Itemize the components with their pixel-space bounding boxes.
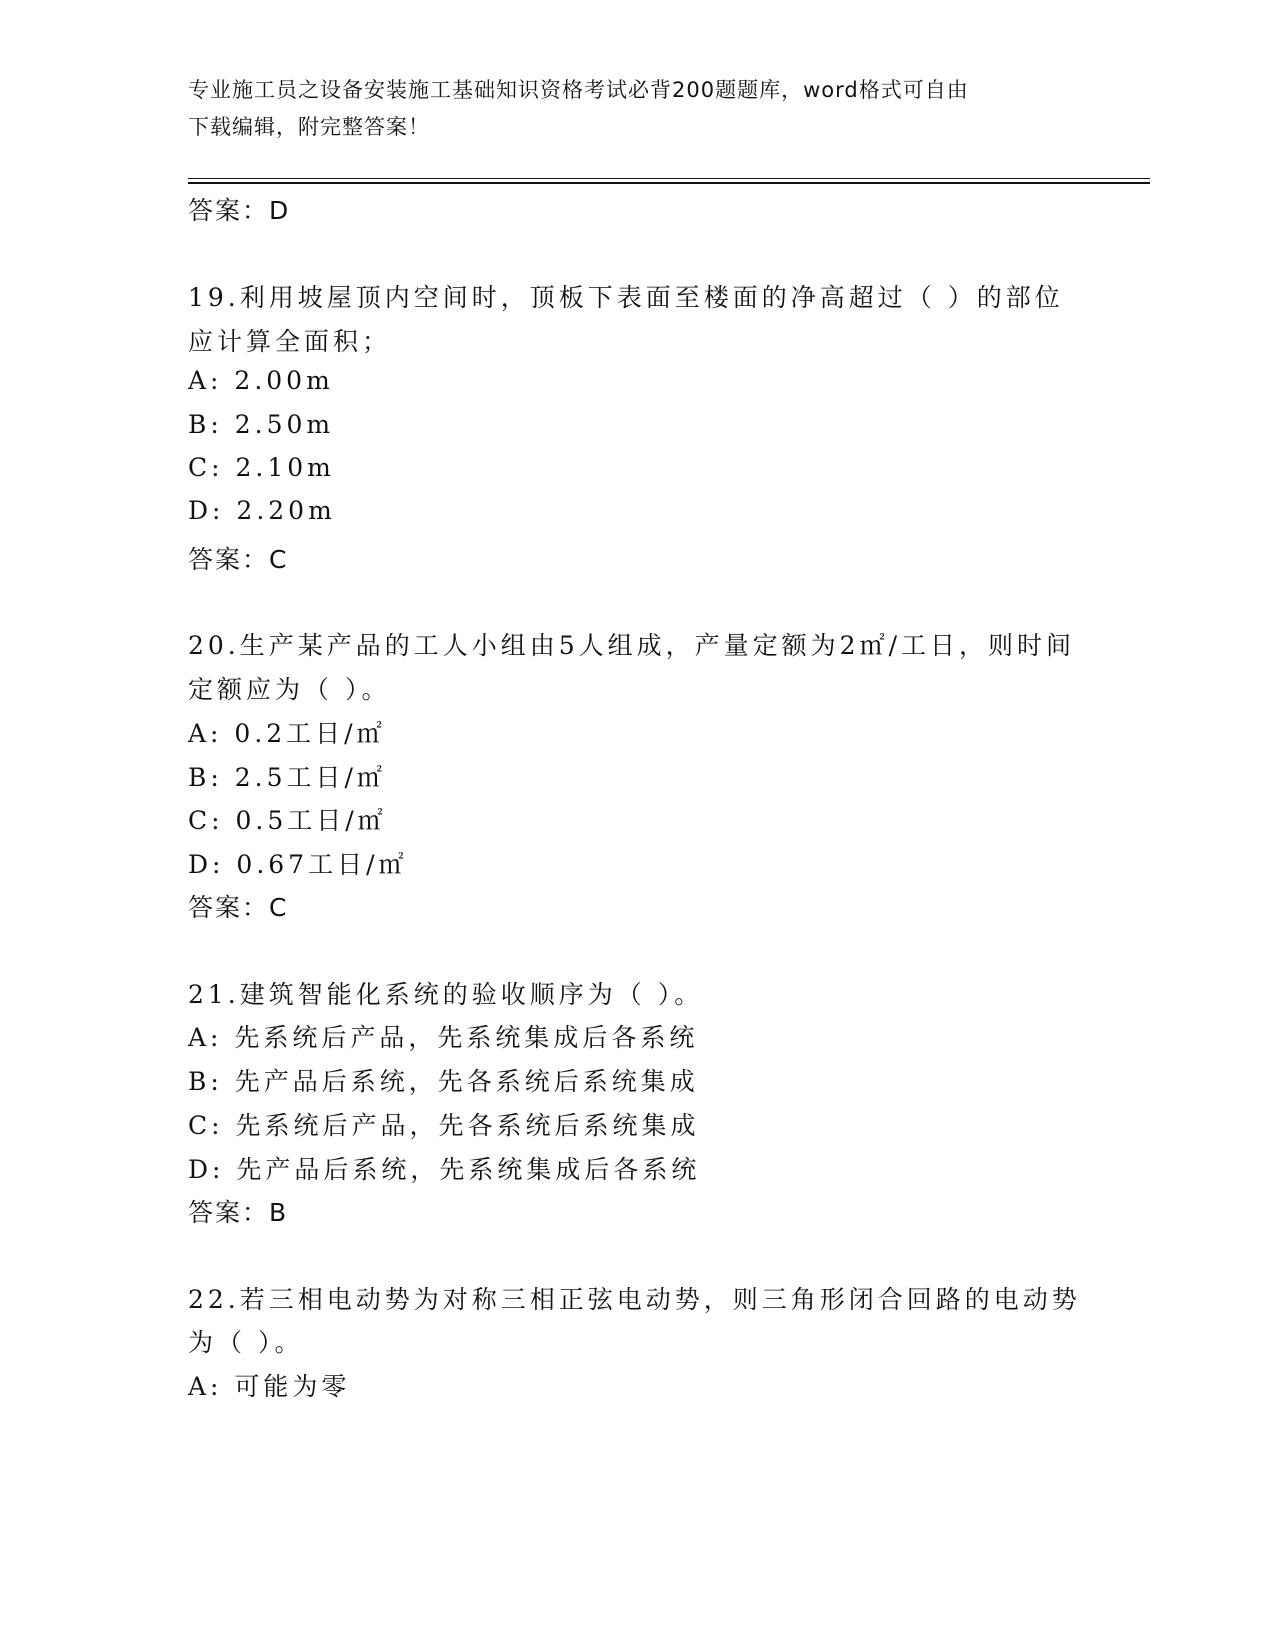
question-22-stem-line-2: 为（ ）。 — [188, 1328, 304, 1357]
question-20-option-b: B: 2.5工日/㎡ — [188, 763, 386, 792]
question-21-option-a: A: 先系统后产品，先系统集成后各系统 — [188, 1023, 699, 1052]
question-19-option-d: D: 2.20m — [188, 496, 336, 525]
question-20-answer: 答案：C — [188, 893, 289, 922]
question-20-stem-line-1: 20.生产某产品的工人小组由5人组成，产量定额为2㎡/工日，则时间 — [188, 631, 1075, 660]
question-19-option-b: B: 2.50m — [188, 410, 335, 439]
question-22-option-a: A: 可能为零 — [188, 1372, 351, 1401]
question-21-option-d: D: 先产品后系统，先系统集成后各系统 — [188, 1155, 701, 1184]
question-21-answer: 答案：B — [188, 1198, 289, 1227]
question-22-stem-line-1: 22.若三相电动势为对称三相正弦电动势，则三角形闭合回路的电动势 — [188, 1285, 1081, 1314]
header-divider-thin — [188, 178, 1150, 179]
page-header — [188, 72, 1088, 146]
question-20-stem-line-2: 定额应为（ ）。 — [188, 675, 391, 704]
header-divider-thick — [188, 182, 1150, 184]
question-19-option-a: A: 2.00m — [188, 366, 334, 395]
question-19-stem-line-1: 19.利用坡屋顶内空间时，顶板下表面至楼面的净高超过（ ）的部位 — [188, 283, 1064, 312]
question-20-option-a: A: 0.2工日/㎡ — [188, 719, 386, 748]
question-21-stem-line-1: 21.建筑智能化系统的验收顺序为（ ）。 — [188, 980, 704, 1009]
header-title-line-1: 专业施工员之设备安装施工基础知识资格考试必背200题题库，word格式可自由 — [188, 78, 969, 102]
question-21-option-b: B: 先产品后系统，先各系统后系统集成 — [188, 1067, 699, 1096]
question-19-stem-line-2: 应计算全面积； — [188, 327, 392, 356]
question-20-option-c: C: 0.5工日/㎡ — [188, 806, 387, 835]
question-19-answer: 答案：C — [188, 545, 289, 574]
previous-answer: 答案：D — [188, 196, 291, 225]
question-19-option-c: C: 2.10m — [188, 453, 335, 482]
header-title-line-2: 下载编辑，附完整答案！ — [188, 115, 430, 139]
question-21-option-c: C: 先系统后产品，先各系统后系统集成 — [188, 1111, 700, 1140]
question-20-option-d: D: 0.67工日/㎡ — [188, 850, 408, 879]
